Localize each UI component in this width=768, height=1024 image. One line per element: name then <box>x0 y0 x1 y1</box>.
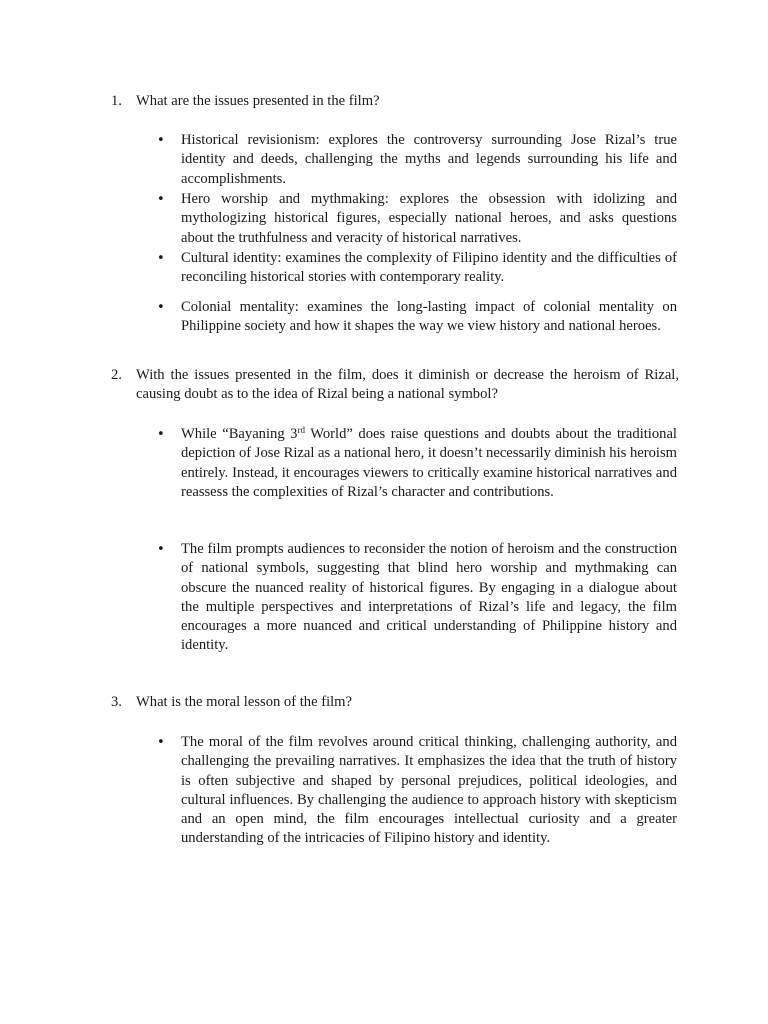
question-text: What are the issues presented in the film? <box>136 93 380 109</box>
ordinal-superscript: rd <box>297 425 305 435</box>
bullet-text-rest: World” does raise questions and doubts about the traditional depiction of Jose Rizal as a national hero, it doesn’t necessarily diminish his heroism entirely. Instead, it encourages viewers to critically examine historical narratives and reassess the complexities of Rizal’s character and contributions. <box>181 426 677 500</box>
bullet-item <box>181 425 677 502</box>
bullet-item: • The moral of the film revolves around critical thinking, challenging authority, and challenging the prevailing narratives. It emphasizes the idea that the truth of history is often subjective and shaped by personal prejudices, political ideologies, and cultural influences. By challenging the audience to approach history with skepticism and an open mind, the film encourages intellectual curiosity and a greater understanding of the intricacies of Filipino history and identity. <box>181 733 677 849</box>
bullet-item: • Colonial mentality: examines the long-lasting impact of colonial mentality on Philippine society and how it shapes the way we view history and national heroes. <box>181 298 677 337</box>
question-3 <box>111 693 679 712</box>
question-2 <box>111 366 679 405</box>
question-number: 1. <box>111 93 122 109</box>
question-number: 2. <box>111 367 122 383</box>
question-text: What is the moral lesson of the film? <box>136 694 353 710</box>
bullet-item: • Historical revisionism: explores the controversy surrounding Jose Rizal’s true identity and deeds, challenging the myths and legends surrounding his life and accomplishments. <box>181 131 677 189</box>
question-1 <box>111 92 679 111</box>
question-number: 3. <box>111 694 122 710</box>
bullet-item: • Hero worship and mythmaking: explores the obsession with idolizing and mythologizing historical figures, especially national heroes, and asks questions about the truthfulness and veracity of historical narratives. <box>181 190 677 248</box>
bullet-item: • The film prompts audiences to reconsider the notion of heroism and the construction of national symbols, suggesting that blind hero worship and mythmaking can obscure the nuanced reality of historical figures. By engaging in a dialogue about the multiple perspectives and interpretations of Rizal’s life and legacy, the film encourages a more nuanced and critical understanding of Philippine history and identity. <box>181 540 677 656</box>
bullet-item: • Cultural identity: examines the complexity of Filipino identity and the difficulties of reconciling historical stories with contemporary reality. <box>181 249 677 288</box>
question-text: With the issues presented in the film, does it diminish or decrease the heroism of Rizal, causing doubt as to the idea of Rizal being a national symbol? <box>136 367 679 403</box>
bullet-text-start: While “Bayaning 3 <box>181 426 298 442</box>
